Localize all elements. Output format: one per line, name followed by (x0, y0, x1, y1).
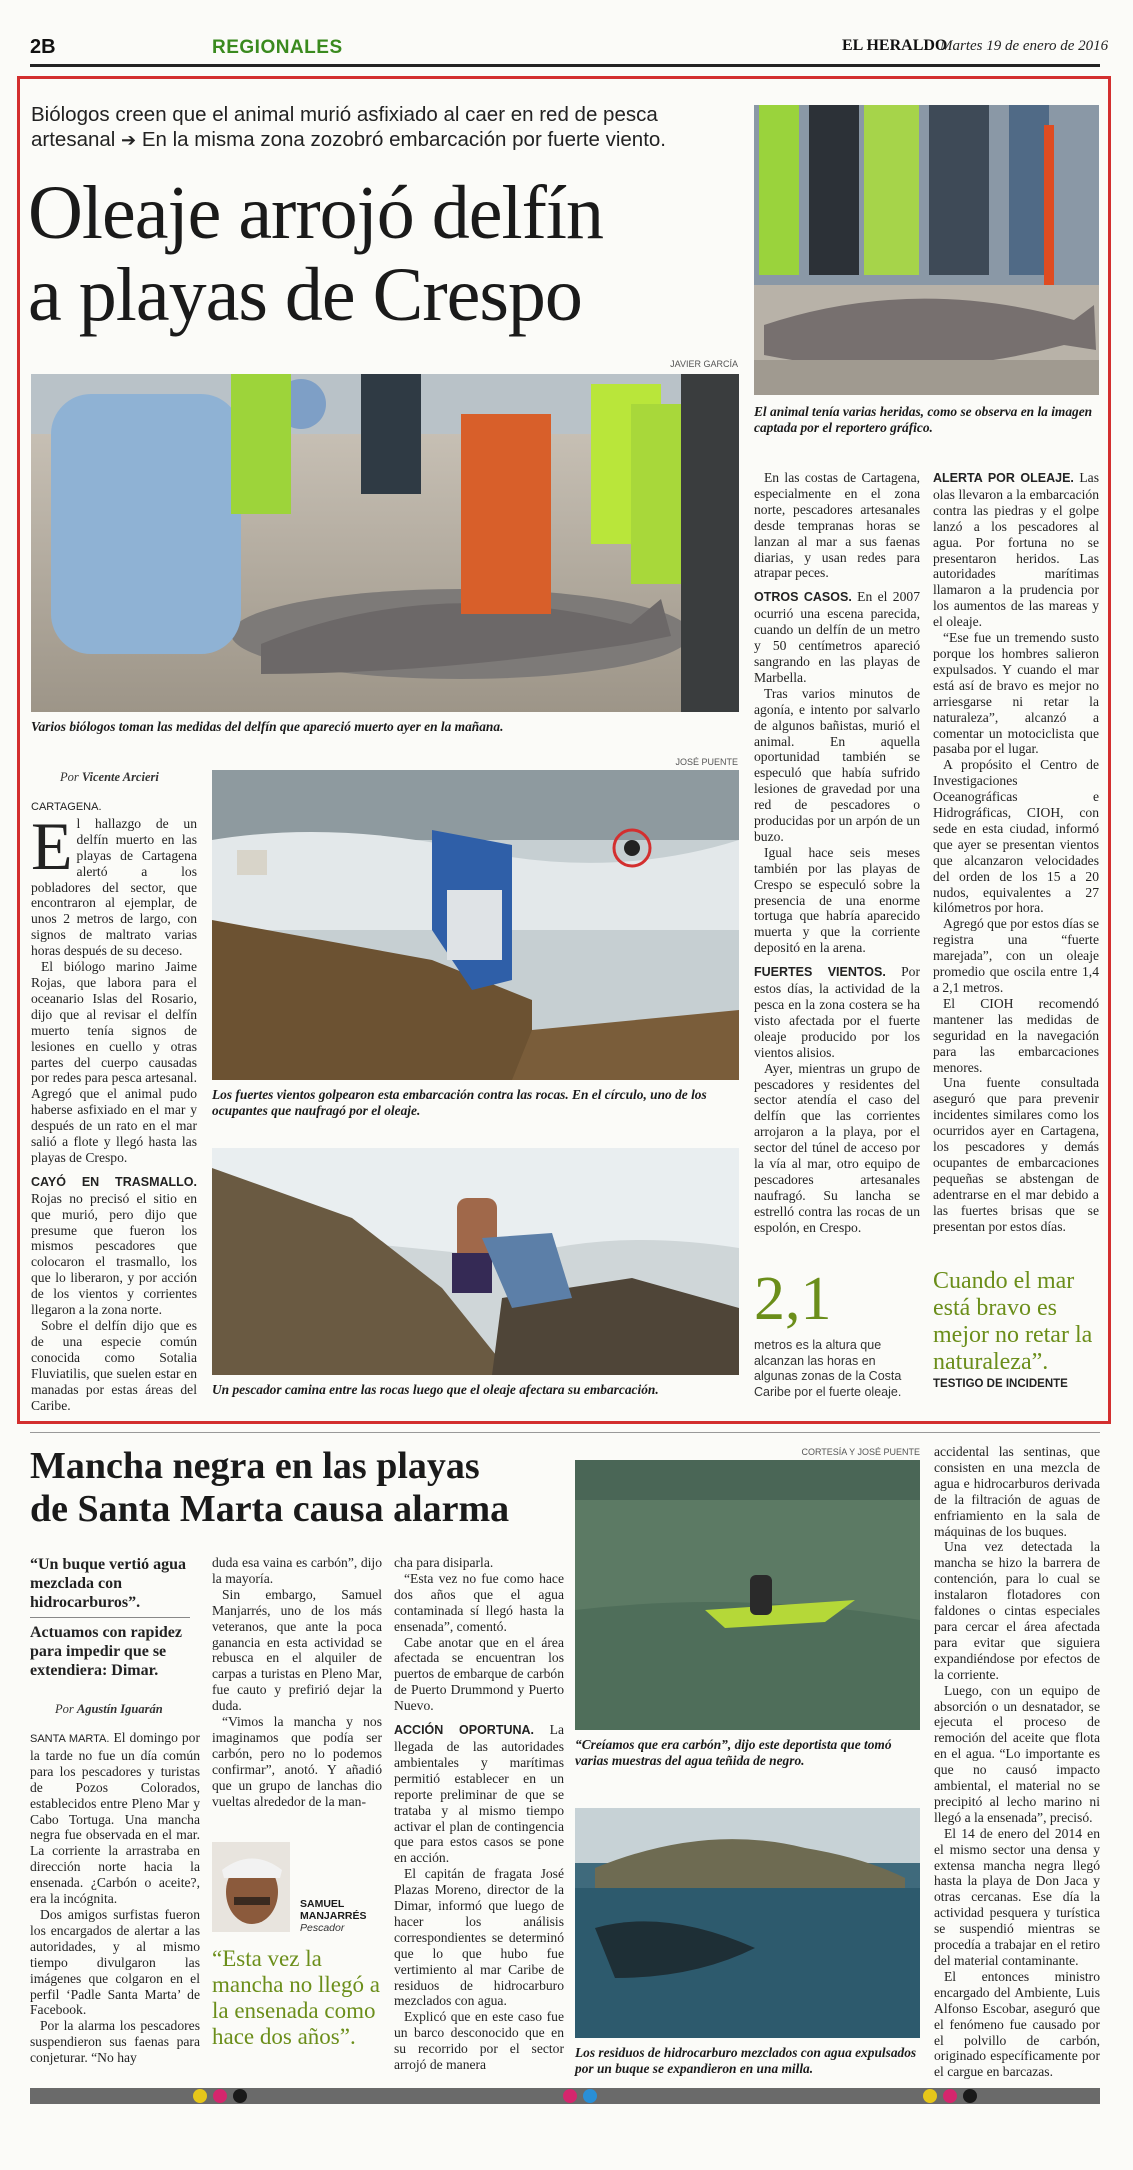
photo-caption: El animal tenía varias heridas, como se observa en la imagen captada por el reportero gráfico. (754, 404, 1093, 435)
print-registration-strip (30, 2088, 1100, 2104)
photo-caption: Un pescador camina entre las rocas luego que el oleaje afectara su embarcación. (212, 1382, 659, 1397)
arrow-icon: ➔ (121, 130, 137, 150)
story1-column-1: CARTAGENA. El hallazgo de un delfín muerto en las playas de Cartagena alertó a los pobladores del sector, que encontraron al ejemplar, de unos 2 metros de largo, con signos de maltrato varias horas después de su deceso. El biólogo marino Jaime Rojas, que labora para el oceanario Islas del Rosario, dijo que al revisar el delfín muerto tenía signos de lesiones en cuello y otras partes del cuerpo causadas por redes para pesca artesanal. Agregó que el animal pudo haberse asfixiado en el mar y después de un rato en el mar salió a flote y llegó hasta las playas de Crespo. CAYÓ EN TRASMALLO. Rojas no precisó el sitio en que murió, pero dijo que presume que fueron los mismos pescadores que colocaron el trasmallo, los que lo liberaron, y por acción de los vientos y corrientes llegaron a la zona norte. Sobre el delfín dijo que es de una especie común conocida como Sotalia Fluviatilis, que suelen estar en manadas por estas áreas del Caribe. (31, 801, 197, 1413)
pull-quote: Cuando el mar está bravo es mejor no retar la naturaleza”. (933, 1268, 1093, 1375)
photo-caption: Varios biólogos toman las medidas del delfín que apareció muerto ayer en la mañana. (31, 719, 504, 734)
photo-caption: Los residuos de hidrocarburo mezclados con agua expulsados por un buque se expandieron en una milla. (575, 2045, 917, 2076)
divider (30, 1432, 1100, 1433)
photo-caption: “Creíamos que era carbón”, dijo este deportista que tomó varias muestras del agua teñida de negro. (575, 1737, 892, 1768)
story1-deck: Biólogos creen que el animal murió asfixiado al caer en red de pesca artesanal ➔ En la misma zona zozobró embarcación por fuerte viento. (31, 103, 666, 151)
person-name: SAMUEL MANJARRÉS (300, 1898, 367, 1922)
story2-headline: Mancha negra en las playas de Santa Marta causa alarma (30, 1445, 510, 1530)
stat-value: 2,1 (754, 1265, 832, 1333)
photo-oil-slick (575, 1808, 920, 2038)
divider (30, 1617, 190, 1618)
paper-name: EL HERALDO (842, 37, 948, 54)
story2-column-5: accidental las sentinas, que consisten en una mezcla de agua e hidrocarburos derivada de la filtración de aguas de enfriamiento en la sala de máquinas de los buques. Una vez detectada la mancha se hizo la barrera de contención, para lo cual se instalaron flotadores con faldones o cintas especiales para cercar el área afectada para evitar que siguiera expandiéndose por efectos de la corriente. Luego, con un equipo de absorción o un desnatador, se ejecuta el proceso de remoción del aceite que flota en el agua. “Lo importante es que no causó impacto ambiental, el material no se precipitó al lecho marino ni llegó a la ensenada”, precisó. El 14 de enero del 2014 en el mismo sector una densa y extensa mancha negra llegó hasta la playa de Don Jaca y otras cercanas. Ese día la actividad pesquera y turística se suspendió mientras se procedía a trabajar en el retiro del material contaminante. El entonces ministro encargado del Ambiente, Luis Alfonso Escobar, aseguró que el fenómeno fue causado por el polvillo de carbón, originado específicamente por el cargue en barcazas. (934, 1444, 1100, 2080)
story2-column-2: duda esa vaina es carbón”, dijo la mayoría. Sin embargo, Samuel Manjarrés, uno de los más veteranos, que ante la poca ganancia en esta actividad se rebusca en el alquiler de carpas a turistas en Pleno Mar, fue cauto y prefirió dejar la duda. “Vimos la mancha y nos imaginamos que podía ser carbón, pero no lo podemos confirmar”, anotó. Y añadió que un grupo de lanchas dio vueltas alrededor de la man- (212, 1555, 382, 1809)
stat-text: metros es la altura que alcanzan las horas en algunas zonas de la Costa Caribe por el fuerte oleaje. (754, 1338, 902, 1399)
story1-headline: Oleaje arrojó delfín a playas de Crespo (28, 171, 604, 337)
header-rule (30, 64, 1100, 67)
photo-biologists-dolphin (31, 374, 739, 712)
story2-subhead-2: Actuamos con rapidez para impedir que se extendiera: Dimar. (30, 1624, 182, 1679)
photo-dolphin-closeup (754, 105, 1099, 395)
quote-source: TESTIGO DE INCIDENTE (933, 1378, 1068, 1390)
photo-fisherman-rocks (212, 1148, 739, 1375)
story2-subhead-1: “Un buque vertió agua mezclada con hidrocarburos”. (30, 1556, 187, 1611)
photo-kayaker (575, 1460, 920, 1730)
avatar (212, 1842, 290, 1932)
section-name: REGIONALES (212, 37, 343, 58)
drop-cap: E (31, 807, 73, 884)
photo-boat-rocks (212, 770, 739, 1080)
issue-date: Martes 19 de enero de 2016 (940, 38, 1109, 54)
person-role: Pescador (300, 1922, 345, 1934)
story1-column-3: ALERTA POR OLEAJE. Las olas llevaron a la embarcación contra las piedras y el golpe lanzó a los pescadores al agua. Por fortuna no se presentaron heridos. Las autoridades marítimas llamaron a la prudencia por los aumentos de las mareas y el oleaje. “Ese fue un tremendo susto porque los hombres salieron expulsados. Y cuando el mar está así de bravo es mejor no arriesgarse ni retar la naturaleza”, alcanzó a comentar un motociclista que pasaba por el lugar. A propósito el Centro de Investigaciones Oceanográficas e Hidrográficas, CIOH, con sede en esta ciudad, informó que ayer se presentan vientos que alcanzaron velocidades del orden de los 15 a 20 nudos, equivalentes a 27 kilómetros por hora. Agregó que por estos días se registra una “fuerte marejada”, con un oleaje promedio que oscila entre 1,4 a 2,1 metros. El CIOH recomendó mantener las medidas de seguridad en la navegación para las embarcaciones menores. Una fuente consultada aseguró que para prevenir incidentes similares como los ocurridos ayer en Cartagena, los pescadores y demás ocupantes de embarcaciones pequeñas se abstengan de adentrarse en el mar debido a las fuertes brisas que se presentan por estos días. (933, 470, 1099, 1234)
story2-column-1: SANTA MARTA. El domingo por la tarde no fue un día común para los pescadores y turistas de Pozos Colorados, establecidos entre Pleno Mar y Cabo Tortuga. Una mancha negra fue observada en el mar. La corriente la arrastraba en dirección norte hacia la ensenada. ¿Carbón o aceite?, era la incógnita. Dos amigos surfistas fueron los encargados de alertar a las autoridades, y al mismo tiempo divulgaron las imágenes que colgaron en el perfil ‘Padle Santa Marta’ de Facebook. Por la alarma los pescadores suspendieron sus faenas para conjeturar. “No hay (30, 1730, 200, 2066)
photo-credit: CORTESÍA Y JOSÉ PUENTE (801, 1447, 920, 1457)
photo-credit: JOSÉ PUENTE (675, 757, 738, 767)
pull-quote: “Esta vez la mancha no llegó a la ensenada como hace dos años”. (212, 1946, 380, 2049)
byline: Por Vicente Arcieri (60, 770, 159, 784)
page-number: 2B (30, 36, 56, 58)
photo-caption: Los fuertes vientos golpearon esta embarcación contra las rocas. En el círculo, uno de los ocupantes que naufragó por el oleaje. (212, 1087, 707, 1118)
story1-column-2: En las costas de Cartagena, especialmente en el zona norte, pescadores artesanales desde tempranas horas se lanzan al mar a sus faenas diarias, y usan redes para atrapar peces. OTROS CASOS. En el 2007 ocurrió una escena parecida, cuando un delfín de un metro y 50 centímetros apareció sangrando en las playas de Marbella. Tras varios minutos de agonía, e intento por salvarlo de algunos bañistas, murió el animal. En aquella oportunidad también se especuló que había sufrido lesiones de gravedad por una red de pescadores o producidas por un arpón de un buzo. Igual hace seis meses también por las playas de Crespo se especuló sobre la presencia de una enorme tortuga que habría aparecido muerta y que la corriente depositó en la arena. FUERTES VIENTOS. Por estos días, la actividad de la pesca en la zona costera se ha visto afectada por el fuerte oleaje producido por los vientos alisios. Ayer, mientras un grupo de pescadores y residentes del sector atendía el caso del delfín que las corrientes arrojaron a la playa, por el sector del túnel de acceso por la vía al mar, otro equipo de pescadores artesanales naufragó. Su lancha se estrelló contra las rocas de un espolón, en Crespo. (754, 470, 920, 1235)
byline: Por Agustín Iguarán (55, 1702, 163, 1716)
photo-credit: JAVIER GARCÍA (670, 359, 738, 369)
story2-column-3: cha para disiparla. “Esta vez no fue como hace dos años que el agua contaminada sí llegó hasta la ensenada”, comentó. Cabe anotar que en el área afectada se encuentran los puertos de embarque de carbón de Puerto Drummond y Puerto Nuevo. ACCIÓN OPORTUNA. La llegada de las autoridades ambientales y marítimas permitió establecer en un reporte preliminar de que se trataba y al mismo tiempo activar el plan de contingencia que para estos casos se pone en acción. El capitán de fragata José Plazas Moreno, director de la Dimar, informó que luego de hacer los análisis correspondientes se determinó que lo que hubo fue vertimiento al mar Caribe de residuos de hidrocarburo mezclados con agua. Explicó que en este caso fue un barco desconocido que en su recorrido por el sector arrojó de manera (394, 1555, 564, 2073)
